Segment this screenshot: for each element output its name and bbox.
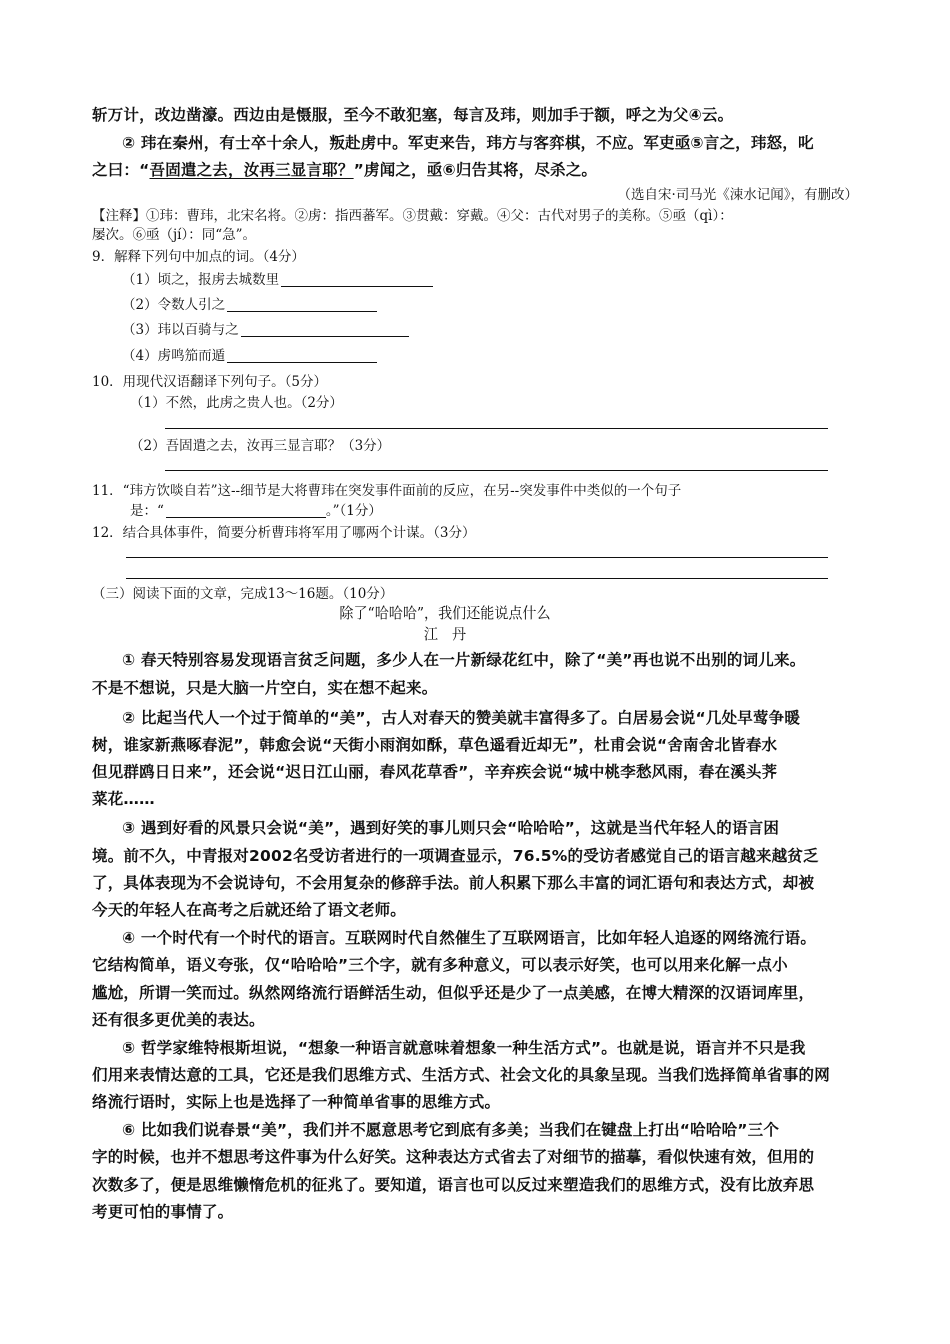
answer-line[interactable] [126,578,828,579]
essay-line: 今天的年轻人在高考之后就还给了语文老师。 [92,901,407,919]
question-text: （4）虏鸣笳而遁 [122,348,226,364]
question-item [130,499,382,519]
passage-text: 之曰：“ [92,161,150,179]
essay-line: 境。前不久，中青报对2002名受访者进行的一项调查显示，76.5%的受访者感觉自己的语言越来越贫乏 [92,847,819,865]
essay-line: 还有很多更优美的表达。 [92,1011,265,1029]
essay-line: 菜花…… [92,790,155,808]
essay-line: 不是不想说，只是大脑一片空白，实在想不起来。 [92,679,438,697]
article-title: 除了“哈哈哈”，我们还能说点什么 [339,604,551,622]
essay-line: 次数多了，便是思维懒惰危机的征兆了。要知道，语言也可以反过来塑造我们的思维方式，没有比放弃思 [92,1176,815,1194]
answer-blank[interactable] [241,322,409,337]
question-11: 11．“玮方饮啖自若”这--细节是大将曹玮在突发事件面前的反应，在另--突发事件中类似的一个句子 [92,483,682,499]
source-citation: （选自宋·司马光《涑水记闻》，有删改） [617,187,858,203]
question-text: （2）令数人引之 [122,297,226,313]
annotation-note: 【注释】①玮：曹玮，北宋名将。②虏：指西蕃军。③贯戴：穿戴。④父：古代对男子的美称。⑤亟（qì）： [92,208,733,224]
question-item [122,293,377,313]
essay-line: 但见群鸥日日来”，还会说“迟日江山丽，春风花草香”，辛弃疾会说“城中桃李愁风雨，春在溪头荠 [92,763,778,781]
essay-line: 考更可怕的事情了。 [92,1203,234,1221]
essay-line: 了，具体表现为不会说诗句，不会用复杂的修辞手法。前人积累下那么丰富的词汇语句和表达方式，却被 [92,874,815,892]
essay-line: 络流行语时，实际上也是选择了一种简单省事的思维方式。 [92,1093,501,1111]
essay-line: 树，谁家新燕啄春泥”，韩愈会说“天街小雨润如酥，草色遥看近却无”，杜甫会说“舍南舍北皆春水 [92,736,778,754]
question-text: （1）顷之，报虏去城数里 [122,272,280,288]
essay-line: ⑤ 哲学家维特根斯坦说，“想象一种语言就意味着想象一种生活方式”。也就是说，语言并不只是我 [122,1039,806,1057]
question-item [122,268,433,288]
essay-line: 们用来表情达意的工具，它还是我们思维方式、生活方式、社会文化的具象呈现。当我们选择简单省事的网 [92,1066,830,1084]
question-item: （1）不然，此虏之贵人也。（2分） [130,395,343,411]
question-item [122,344,377,364]
question-10: 10．用现代汉语翻译下列句子。（5分） [92,374,328,390]
answer-line[interactable] [165,428,828,429]
answer-line[interactable] [165,470,828,471]
essay-line: ③ 遇到好看的风景只会说“美”，遇到好笑的事儿则只会“哈哈哈”，这就是当代年轻人的语言困 [122,819,780,837]
underlined-sentence: 吾固遣之去，汝再三显言耶？ [149,161,354,179]
question-text: 是：“ [130,503,164,519]
question-item: （2）吾固遣之去，汝再三显言耶？（3分） [130,438,391,454]
passage-text: ”虏闻之，亟⑥归告其将，尽杀之。 [353,161,598,179]
essay-line: ⑥ 比如我们说春景“美”，我们并不愿意思考它到底有多美；当我们在键盘上打出“哈哈哈”三个 [122,1121,780,1139]
answer-blank[interactable] [227,348,377,363]
essay-line: 尴尬，所谓一笑而过。纵然网络流行语鲜活生动，但似乎还是少了一点美感，在博大精深的汉语词库里， [92,984,815,1002]
annotation-note: 屡次。⑥亟（jí）：同“急”。 [92,227,257,243]
essay-line: 字的时候，也并不想思考这件事为什么好笑。这种表达方式省去了对细节的描摹，看似快速有效，但用的 [92,1148,815,1166]
passage-line [92,158,597,180]
question-9: 9．解释下列句中加点的词。（4分） [92,249,305,265]
passage-line: ② 玮在秦州，有士卒十余人，叛赴虏中。军吏来告，玮方与客弈棋，不应。军吏亟⑤言之，玮怒，叱 [122,134,814,152]
essay-line: ① 春天特别容易发现语言贫乏问题，多少人在一片新绿花红中，除了“美”再也说不出别的词儿来。 [122,651,806,669]
answer-blank[interactable] [227,297,377,312]
answer-line[interactable] [126,557,828,558]
answer-blank[interactable] [166,503,326,518]
question-item [122,318,409,338]
answer-blank[interactable] [281,272,433,287]
passage-line: 斩万计，改边凿濠。西边由是慑服，至今不敢犯塞，每言及玮，则加手于额，呼之为父④云。 [92,106,734,124]
section-header: （三）阅读下面的文章，完成13～16题。（10分） [92,586,394,602]
essay-line: ④ 一个时代有一个时代的语言。互联网时代自然催生了互联网语言，比如年轻人追逐的网络流行语。 [122,929,817,947]
essay-line: ② 比起当代人一个过于简单的“美”，古人对春天的赞美就丰富得多了。白居易会说“几处早莺争暖 [122,709,801,727]
question-text: （3）玮以百骑与之 [122,322,239,338]
question-12: 12．结合具体事件，简要分析曹玮将军用了哪两个计谋。（3分） [92,525,476,541]
question-text: 。”（1分） [325,503,382,519]
essay-line: 它结构简单，语义夸张，仅“哈哈哈”三个字，就有多种意义，可以表示好笑，也可以用来化解一点小 [92,956,788,974]
article-author: 江 丹 [423,625,467,643]
